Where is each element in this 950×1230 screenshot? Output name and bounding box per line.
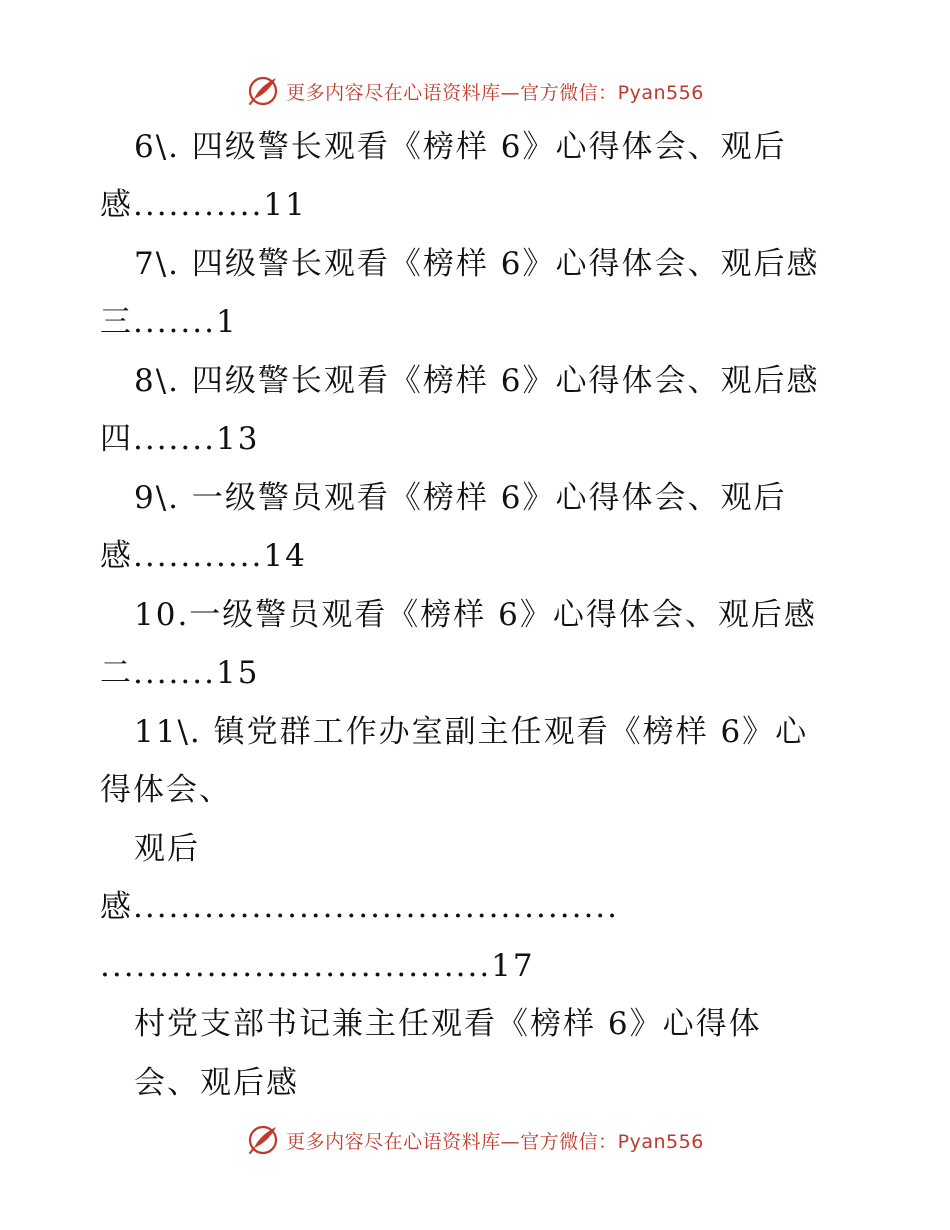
toc-line: 观后: [134, 831, 200, 867]
toc-line: 8\. 四级警长观看《榜样 6》心得体会、观后感: [134, 363, 820, 399]
toc-line: 感...........14: [100, 538, 307, 574]
toc-line: 6\. 四级警长观看《榜样 6》心得体会、观后: [134, 129, 787, 165]
toc-line: 三.......1: [100, 304, 238, 340]
toc-line: 四.......13: [100, 421, 260, 457]
toc-line: 7\. 四级警长观看《榜样 6》心得体会、观后感: [134, 246, 820, 282]
toc-line: 二.......15: [100, 655, 260, 691]
toc-line: 感.........................................: [100, 889, 620, 925]
toc-line: 会、观后感: [134, 1065, 299, 1101]
footer-banner-text: 更多内容尽在心语资料库—官方微信：Pyan556: [286, 1130, 704, 1153]
toc-line: 村党支部书记兼主任观看《榜样 6》心得体: [134, 1006, 762, 1042]
toc-line: 9\. 一级警员观看《榜样 6》心得体会、观后: [134, 480, 787, 516]
header-banner-text: 更多内容尽在心语资料库—官方微信：Pyan556: [286, 81, 704, 104]
toc-line: .................................17: [100, 948, 535, 984]
footer-banner: [0, 1120, 950, 1160]
toc-line: 11\. 镇党群工作办室副主任观看《榜样 6》心: [134, 714, 809, 750]
toc-line: 得体会、: [100, 772, 232, 808]
quill-pen-logo-icon: [246, 1123, 280, 1157]
toc-line: 感...........11: [100, 187, 307, 223]
toc-line: 10.一级警员观看《榜样 6》心得体会、观后感: [134, 597, 817, 633]
